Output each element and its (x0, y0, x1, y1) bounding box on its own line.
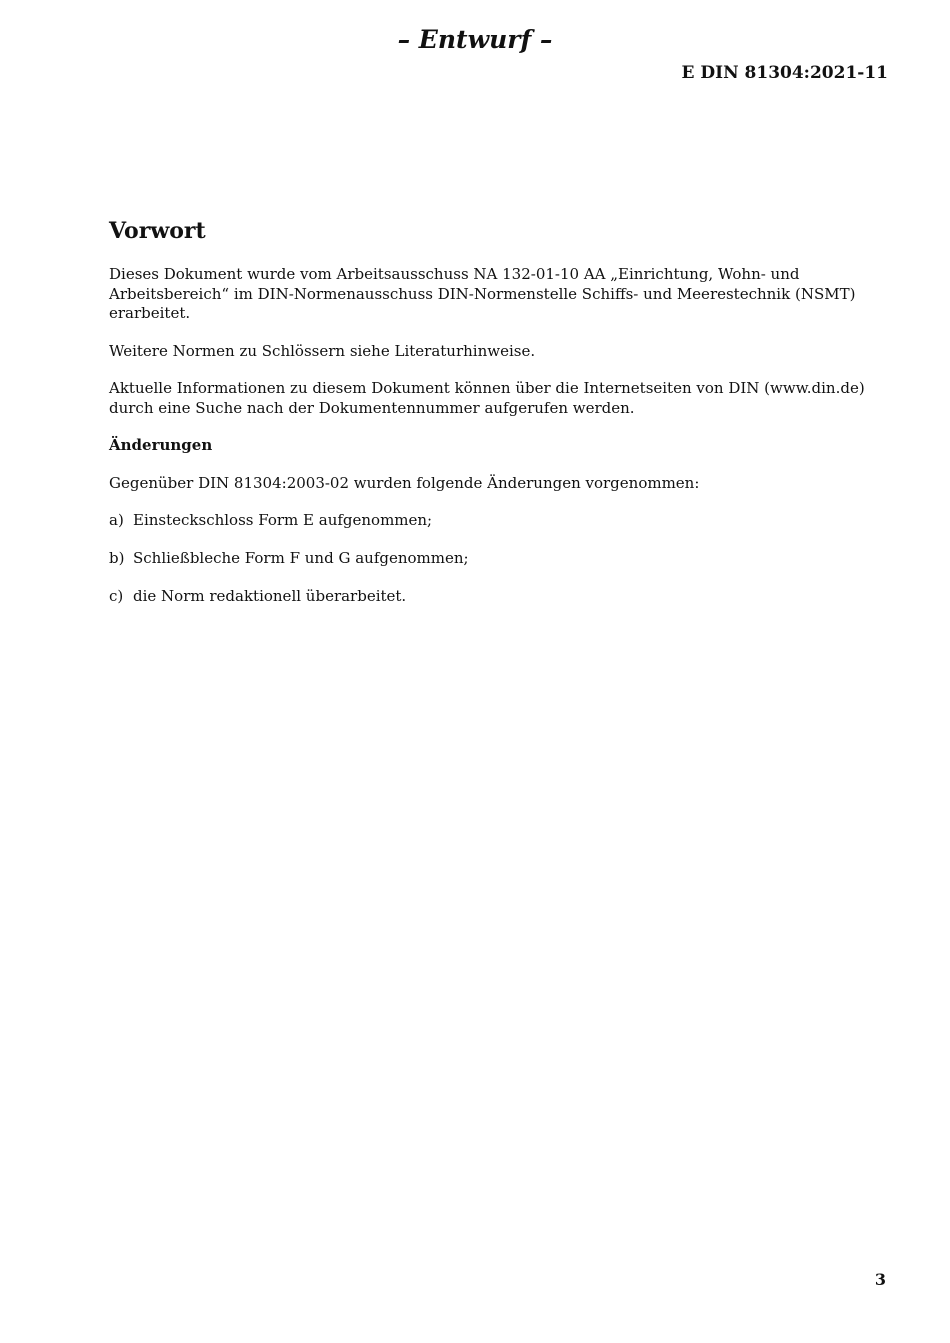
page-number: 3 (874, 1270, 886, 1289)
list-item-text: Einsteckschloss Form E aufgenommen; (133, 511, 433, 529)
foreword-paragraph-1: Dieses Dokument wurde vom Arbeitsausschuss NA 132-01-10 AA „Einrichtung, Wohn- und Arbeitsbereich“ im DIN-Normenausschuss DIN-Normenstelle Schiffs- und Meerestechnik (NSMT) erarbeitet. (109, 265, 856, 322)
changes-list (109, 511, 899, 607)
list-marker: a) (109, 511, 124, 529)
changes-heading: Änderungen (109, 436, 213, 454)
list-marker: c) (109, 587, 124, 605)
page-content (109, 216, 899, 625)
list-item-text: die Norm redaktionell überarbeitet. (133, 587, 407, 605)
foreword-paragraph-2: Weitere Normen zu Schlössern siehe Literaturhinweise. (109, 341, 536, 360)
section-title-foreword: Vorwort (109, 218, 206, 244)
changes-intro: Gegenüber DIN 81304:2003-02 wurden folgende Änderungen vorgenommen: (109, 473, 700, 492)
list-item-text: Schließbleche Form F und G aufgenommen; (133, 549, 469, 567)
document-id: E DIN 81304:2021-11 (681, 63, 888, 83)
foreword-paragraph-3: Aktuelle Informationen zu diesem Dokument können über die Internetseiten von DIN (www.din.de) durch eine Suche nach der Dokumentennummer aufgerufen werden. (109, 379, 865, 417)
draft-label: – Entwurf – (397, 25, 553, 54)
list-marker: b) (109, 549, 125, 567)
list-item (109, 511, 899, 531)
list-item (109, 587, 899, 607)
list-item (109, 549, 899, 569)
